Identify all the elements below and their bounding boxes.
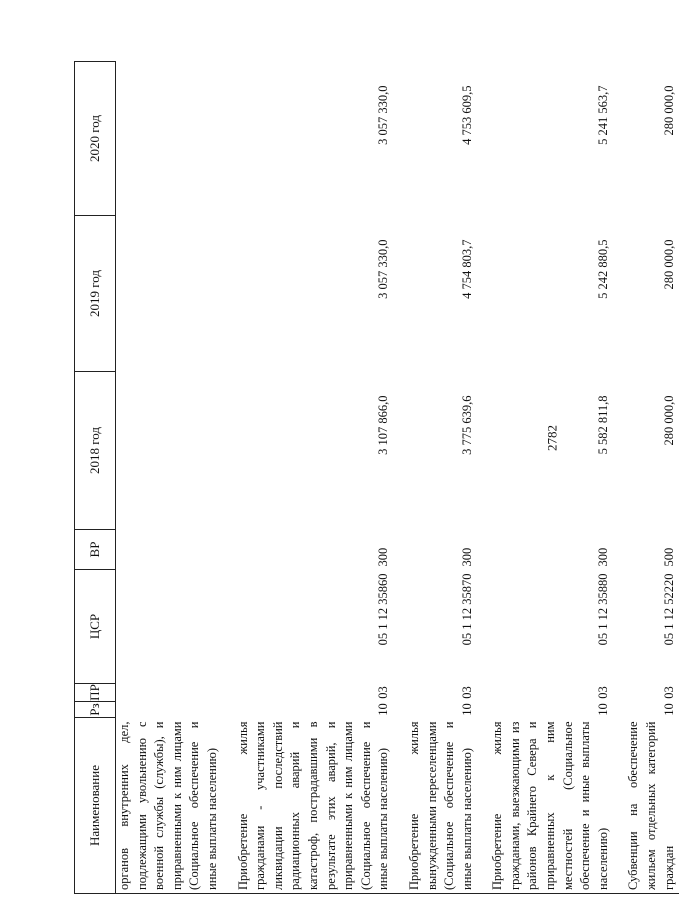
row-2018: 3 775 639,6 (459, 395, 474, 455)
row-2019 (116, 216, 223, 372)
table-row (223, 62, 394, 894)
header-name: Наименование (75, 718, 116, 894)
row-pr: 03 (459, 686, 474, 699)
row-2020: 3 057 330,0 (376, 85, 391, 145)
row-2020: 4 753 609,5 (459, 85, 474, 145)
row-name: Приобретение жилья вынужденными переселенцами (Социальное обеспечение и иные выплаты населению) (394, 718, 477, 894)
row-pr (116, 684, 223, 702)
row-vr: 300 (595, 547, 610, 567)
table-body (116, 62, 679, 894)
table-row (394, 62, 477, 894)
header-row (75, 62, 116, 894)
header-pr: ПР (75, 684, 116, 702)
row-2019: 4 754 803,7 (459, 239, 474, 299)
page-number: 2782 (544, 425, 560, 451)
row-pr: 03 (595, 686, 610, 699)
header-vr: ВР (75, 530, 116, 570)
row-csr: 05 1 12 52220 (661, 573, 676, 646)
table-row (116, 62, 223, 894)
budget-table (74, 61, 679, 894)
row-2020: 5 241 563,7 (595, 85, 610, 145)
row-name: Приобретение жилья гражданами, выезжающими из районов Крайнего Севера и приравненных к ним местностей (Социальное обеспечение и иные выплаты населению) (477, 718, 613, 894)
row-2018: 5 582 811,8 (595, 395, 610, 455)
row-csr: 05 1 12 35860 (376, 573, 391, 646)
row-name: органов внутренних дел, подлежащими увольнению с военной службы (службы), и приравненными к ним лицами (Социальное обеспечение и иные выплаты населению) (116, 718, 223, 894)
rotated-table-container (74, 62, 676, 894)
row-vr (116, 530, 223, 570)
header-2019: 2019 год (75, 216, 116, 372)
table-header (75, 62, 116, 894)
row-2018: 3 107 866,0 (376, 395, 391, 455)
row-vr: 300 (459, 547, 474, 567)
row-2019: 280 000,0 (661, 239, 676, 290)
row-vr: 500 (661, 547, 676, 567)
table-row (477, 62, 613, 894)
row-vr: 300 (376, 547, 391, 567)
row-pr: 03 (661, 686, 676, 699)
row-rz: 10 (595, 703, 610, 716)
row-2020: 280 000,0 (661, 85, 676, 136)
row-2018 (116, 372, 223, 530)
table-row (613, 62, 679, 894)
row-rz: 10 (376, 703, 391, 716)
row-rz: 10 (459, 703, 474, 716)
row-2018: 280 000,0 (661, 395, 676, 446)
row-name: Приобретение жилья гражданами - участниками ликвидации последствий радиационных аварий и катастроф, пострадавшими в результате этих аварий, и приравненными к ним лицами (Социальное обеспечение и иные выплаты населению) (223, 718, 394, 894)
row-pr: 03 (376, 686, 391, 699)
row-csr: 05 1 12 35870 (459, 573, 474, 646)
row-rz (116, 702, 223, 718)
header-2020: 2020 год (75, 62, 116, 216)
header-rz: Рз (75, 702, 116, 718)
row-2020 (116, 62, 223, 216)
row-name: Субвенции на обеспечение жильем отдельных категорий граждан (613, 718, 679, 894)
row-2019: 5 242 880,5 (595, 239, 610, 299)
header-csr: ЦСР (75, 570, 116, 684)
row-2019: 3 057 330,0 (376, 239, 391, 299)
row-csr (116, 570, 223, 684)
row-csr: 05 1 12 35880 (595, 573, 610, 646)
header-2018: 2018 год (75, 372, 116, 530)
row-rz: 10 (661, 703, 676, 716)
